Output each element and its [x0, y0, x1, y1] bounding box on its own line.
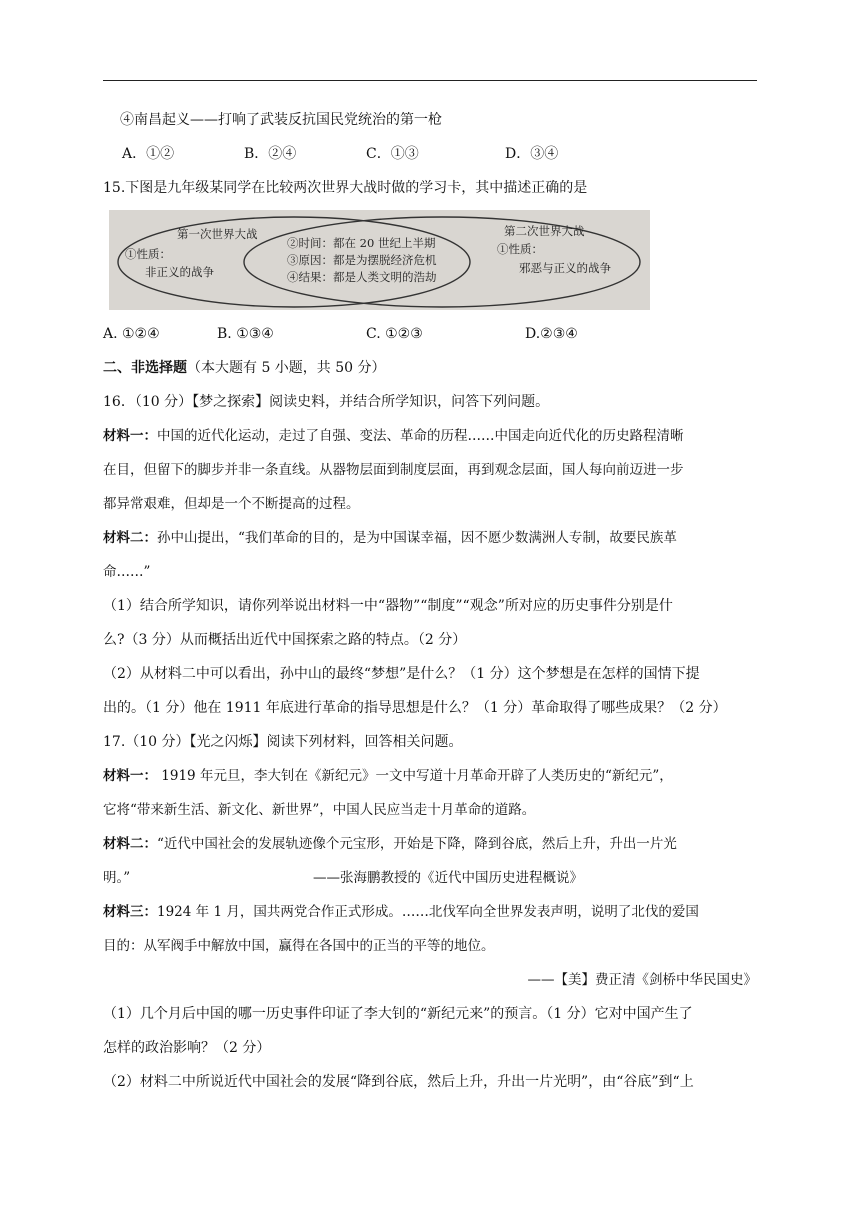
q16-material-2-line-1	[103, 528, 677, 548]
venn-left-title: 第一次世界大战	[177, 227, 258, 241]
q17-material-1-line-1	[103, 766, 673, 786]
section-note: （本大题有 5 小题，共 50 分）	[187, 360, 386, 376]
q16-material-1-text-1: 中国的近代化运动，走过了自强、变法、革命的历程……中国走向近代化的历史路程清晰	[157, 428, 684, 444]
venn-right-item-value: 邪恶与正义的战争	[519, 261, 611, 275]
q15-option-c: C. ①②③	[366, 326, 423, 342]
q14-option-b: B．②④	[244, 146, 297, 162]
q16-material-1-line-1	[103, 426, 684, 446]
venn-svg	[109, 210, 650, 310]
q16-material-1-label: 材料一：	[103, 428, 157, 444]
venn-center-line-2: ③原因：都是为摆脱经济危机	[287, 253, 437, 267]
q16-stem: 16．（10 分）【梦之探索】阅读史料，并结合所学知识，问答下列问题。	[103, 394, 550, 410]
q17-material-3-line-2: 目的：从军阀手中解放中国，赢得在各国中的正当的平等的地位。	[103, 938, 495, 954]
q16-material-2-label: 材料二：	[103, 530, 157, 546]
q16-question-2-line-2: 出的。（1 分）他在 1911 年底进行革命的指导思想是什么？（1 分）革命取得了哪些成果？（2 分）	[103, 700, 727, 716]
q14-option-a: A．①②	[122, 146, 175, 162]
q17-material-3-label: 材料三：	[103, 904, 157, 920]
q17-material-2-label: 材料二：	[103, 836, 157, 852]
q15-option-a: A. ①②④	[103, 326, 160, 342]
q17-material-2-line-2: 明。”	[103, 870, 131, 886]
q17-material-2-source: ——张海鹏教授的《近代中国历史进程概说》	[313, 870, 583, 886]
q16-material-1-line-2: 在目，但留下的脚步并非一条直线。从器物层面到制度层面，再到观念层面，国人每向前迈进一步	[103, 462, 684, 478]
venn-left-item-label: ①性质：	[125, 247, 171, 261]
header-rule	[103, 80, 757, 81]
section-title: 二、非选择题	[103, 360, 187, 376]
q17-material-1-label: 材料一：	[103, 768, 157, 784]
q14-item-4: ④南昌起义——打响了武装反抗国民党统治的第一枪	[120, 112, 442, 128]
q15-option-d: D.②③④	[525, 326, 578, 342]
q17-material-2-text-1: “近代中国社会的发展轨迹像个元宝形，开始是下降，降到谷底，然后上升，升出一片光	[157, 836, 677, 852]
q16-question-1-line-2: 么?（3 分）从而概括出近代中国探索之路的特点。（2 分）	[103, 632, 467, 648]
q17-question-1-line-1: （1）几个月后中国的哪一历史事件印证了李大钊的“新纪元来”的预言。（1 分）它对中国产生了	[103, 1006, 693, 1022]
q17-question-2-line-1: （2）材料二中所说近代中国社会的发展“降到谷底，然后上升，升出一片光明”，由“谷底”到“上	[103, 1074, 694, 1090]
q16-material-1-line-3: 都异常艰难，但却是一个不断提高的过程。	[103, 496, 360, 512]
q17-material-2-line-1	[103, 834, 677, 854]
q17-question-1-line-2: 怎样的政治影响？（2 分）	[103, 1040, 271, 1056]
q16-material-2-text-1: 孙中山提出，“我们革命的目的，是为中国谋幸福，因不愿少数满洲人专制，故要民族革	[157, 530, 677, 546]
q17-material-3-source: ——【美】费正清《剑桥中华民国史》	[527, 972, 757, 988]
q14-option-d: D．③④	[505, 146, 559, 162]
venn-right-item-label: ①性质：	[497, 242, 543, 256]
venn-right-title: 第二次世界大战	[504, 224, 585, 238]
venn-center-line-1: ②时间：都在 20 世纪上半期	[287, 236, 436, 250]
q14-option-c: C．①③	[366, 146, 419, 162]
q16-question-2-line-1: （2）从材料二中可以看出，孙中山的最终“梦想”是什么？（1 分）这个梦想是在怎样的国情下提	[103, 666, 700, 682]
q17-material-1-line-2: 它将“带来新生活、新文化、新世界”，中国人民应当走十月革命的道路。	[103, 802, 536, 818]
q15-option-b: B. ①③④	[217, 326, 274, 342]
q16-material-2-line-2: 命……”	[103, 564, 151, 580]
q17-stem: 17.（10 分）【光之闪烁】阅读下列材料，回答相关问题。	[103, 734, 463, 750]
q15-stem: 15.下图是九年级某同学在比较两次世界大战时做的学习卡，其中描述正确的是	[103, 180, 588, 196]
q17-material-3-text-1: 1924 年 1 月，国共两党合作正式形成。……北伐军向全世界发表声明，说明了北伐的爱国	[157, 904, 699, 920]
venn-left-item-value: 非正义的战争	[145, 265, 214, 279]
section-heading	[103, 358, 386, 378]
venn-diagram	[109, 210, 650, 310]
venn-center-line-3: ④结果：都是人类文明的浩劫	[287, 270, 437, 284]
q16-question-1-line-1: （1）结合所学知识，请你列举说出材料一中“器物”“制度”“观念”所对应的历史事件分别是什	[103, 598, 673, 614]
q17-material-1-text-1: 1919 年元旦，李大钊在《新纪元》一文中写道十月革命开辟了人类历史的“新纪元”，	[157, 768, 673, 784]
q17-material-3-line-1	[103, 902, 699, 922]
